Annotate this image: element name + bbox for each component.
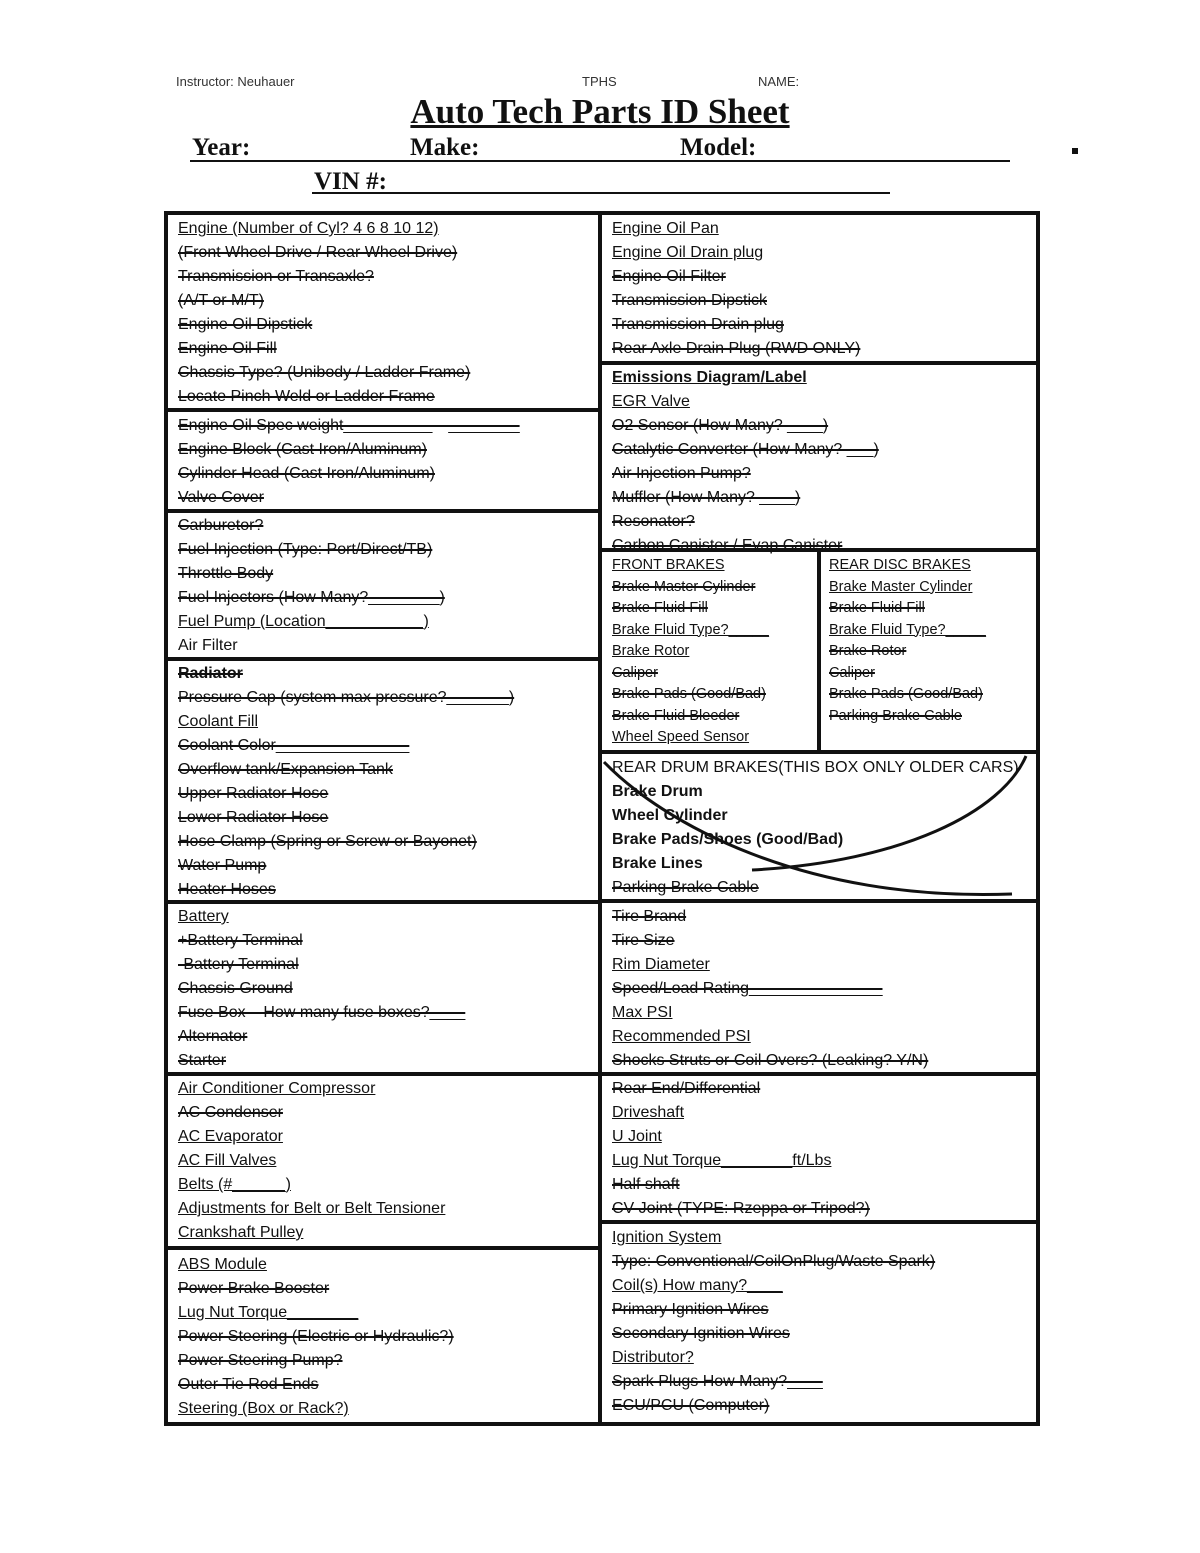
- grid-center-divider: [598, 211, 602, 1426]
- ac-condenser-item[interactable]: AC Condenser: [178, 1104, 283, 1121]
- school-label: TPHS: [582, 74, 617, 89]
- trans-dipstick-item[interactable]: Transmission Dipstick: [612, 292, 767, 309]
- ac-section: [178, 1077, 445, 1245]
- stray-dot: [1072, 148, 1078, 154]
- year-label: Year:: [192, 134, 251, 161]
- differential-item[interactable]: Rear End/Differential: [612, 1080, 761, 1097]
- front-bleeder-item[interactable]: Brake Fluid Bleeder: [612, 707, 740, 724]
- air-pump-item[interactable]: Air Injection Pump?: [612, 465, 751, 482]
- brake-drum-item[interactable]: Brake Drum: [612, 783, 703, 800]
- primary-wires-item[interactable]: Primary Ignition Wires: [612, 1301, 769, 1318]
- rear-caliper-item[interactable]: Caliper: [829, 664, 875, 681]
- engine-item[interactable]: Engine (Number of Cyl? 4 6 8 10 12): [178, 220, 439, 237]
- make-label: Make:: [410, 134, 480, 161]
- alternator-item[interactable]: Alternator: [178, 1028, 248, 1045]
- power-steering-item[interactable]: Power Steering (Electric or Hydraulic?): [178, 1328, 454, 1345]
- brakes-divider: [817, 550, 821, 752]
- engine-section: [178, 217, 470, 409]
- rear-drum-section: [612, 756, 1019, 900]
- tie-rod-item[interactable]: Outer Tie Rod Ends: [178, 1376, 319, 1393]
- ac-fill-valves-item[interactable]: AC Fill Valves: [178, 1152, 277, 1169]
- page-title: Auto Tech Parts ID Sheet: [410, 92, 790, 131]
- speed-rating-item[interactable]: Speed/Load Rating_______________: [612, 980, 883, 997]
- front-rotor-item[interactable]: Brake Rotor: [612, 643, 690, 659]
- cooling-section: [178, 662, 514, 902]
- front-caliper-item[interactable]: Caliper: [612, 664, 658, 681]
- rear-pads-item[interactable]: Brake Pads (Good/Bad): [829, 686, 983, 702]
- distributor-item[interactable]: Distributor?: [612, 1349, 694, 1366]
- spark-plugs-item[interactable]: Spark Plugs How Many?____: [612, 1373, 823, 1390]
- tire-size-item[interactable]: Tire Size: [612, 932, 675, 949]
- trans-drain-item[interactable]: Transmission Drain plug: [612, 316, 784, 333]
- pinch-weld-item[interactable]: Locate Pinch Weld or Ladder Frame: [178, 388, 435, 405]
- engine-spec-section: [178, 414, 520, 510]
- half-shaft-item[interactable]: Half shaft: [612, 1176, 680, 1193]
- oil-filter-item[interactable]: Engine Oil Filter: [612, 268, 726, 285]
- brake-lines-item[interactable]: Brake Lines: [612, 855, 703, 872]
- radiator-item[interactable]: Radiator: [178, 665, 243, 682]
- emissions-label-item[interactable]: Emissions Diagram/Label: [612, 369, 807, 386]
- electrical-section: [178, 905, 465, 1073]
- name-label: NAME:: [758, 74, 800, 89]
- oil-spec-item[interactable]: Engine Oil Spec weight__________---________: [178, 417, 520, 434]
- coils-item[interactable]: Coil(s) How many?____: [612, 1277, 783, 1294]
- coolant-fill-item[interactable]: Coolant Fill: [178, 713, 259, 730]
- drive-type-item[interactable]: (Front Wheel Drive / Rear Wheel Drive): [178, 244, 458, 261]
- left-sep: [164, 1246, 600, 1250]
- air-filter-item[interactable]: Air Filter: [178, 637, 238, 654]
- tire-brand-item[interactable]: Tire Brand: [612, 908, 687, 925]
- carburetor-item[interactable]: Carburetor?: [178, 517, 264, 534]
- battery-item[interactable]: Battery: [178, 908, 229, 925]
- vin-label: VIN #:: [314, 168, 387, 195]
- oil-dipstick-item[interactable]: Engine Oil Dipstick: [178, 316, 313, 333]
- ignition-section: [612, 1226, 935, 1418]
- drum-pads-item[interactable]: Brake Pads/Shoes (Good/Bad): [612, 831, 844, 848]
- front-brakes-heading: FRONT BRAKES: [612, 557, 725, 573]
- parking-cable-disc-item[interactable]: Parking Brake Cable: [829, 707, 962, 724]
- ac-evaporator-item[interactable]: AC Evaporator: [178, 1128, 283, 1145]
- lug-torque-right-item[interactable]: Lug Nut Torque________ft/Lbs: [612, 1152, 832, 1169]
- fuse-box-item[interactable]: Fuse Box – How many fuse boxes?____: [178, 1004, 466, 1021]
- recommended-psi-item[interactable]: Recommended PSI: [612, 1028, 751, 1045]
- lug-nut-torque-item[interactable]: Lug Nut Torque________: [178, 1304, 359, 1321]
- transmission-item[interactable]: Transmission or Transaxle?: [178, 268, 374, 285]
- hose-clamp-item[interactable]: Hose Clamp (Spring or Screw or Bayonet): [178, 833, 477, 850]
- vin-line[interactable]: [312, 192, 890, 194]
- valve-cover-item[interactable]: Valve Cover: [178, 489, 264, 506]
- fuel-pump-item[interactable]: Fuel Pump (Location___________): [178, 613, 429, 630]
- max-psi-item[interactable]: Max PSI: [612, 1004, 673, 1021]
- coolant-color-item[interactable]: Coolant Color_______________: [178, 737, 410, 754]
- overflow-tank-item[interactable]: Overflow tank/Expansion Tank: [178, 761, 393, 778]
- wheel-speed-item[interactable]: Wheel Speed Sensor: [612, 729, 750, 745]
- ps-pump-item[interactable]: Power Steering Pump?: [178, 1352, 343, 1369]
- pos-terminal-item[interactable]: +Battery Terminal: [178, 932, 303, 949]
- starter-item[interactable]: Starter: [178, 1052, 227, 1069]
- rear-disc-section: [829, 555, 986, 727]
- emissions-section: [612, 366, 879, 558]
- year-make-model-line[interactable]: [190, 160, 1010, 162]
- water-pump-item[interactable]: Water Pump: [178, 857, 267, 874]
- ignition-system-item[interactable]: Ignition System: [612, 1229, 722, 1246]
- crank-pulley-item[interactable]: Crankshaft Pulley: [178, 1224, 304, 1241]
- neg-terminal-item[interactable]: -Battery Terminal: [178, 956, 299, 973]
- at-mt-item[interactable]: (A/T or M/T): [178, 292, 264, 309]
- oil-pan-section: [612, 217, 860, 361]
- wheel-cylinder-item[interactable]: Wheel Cylinder: [612, 807, 728, 824]
- cv-joint-item[interactable]: CV Joint (TYPE: Rzeppa or Tripod?): [612, 1200, 870, 1217]
- oil-pan-item[interactable]: Engine Oil Pan: [612, 220, 719, 237]
- egr-item[interactable]: EGR Valve: [612, 393, 690, 410]
- u-joint-item[interactable]: U Joint: [612, 1128, 662, 1145]
- oil-fill-item[interactable]: Engine Oil Fill: [178, 340, 277, 357]
- front-fluid-fill-item[interactable]: Brake Fluid Fill: [612, 600, 708, 616]
- belt-tensioner-item[interactable]: Adjustments for Belt or Belt Tensioner: [178, 1200, 446, 1217]
- heater-hoses-item[interactable]: Heater Hoses: [178, 881, 276, 898]
- front-pads-item[interactable]: Brake Pads (Good/Bad): [612, 686, 766, 702]
- muffler-item[interactable]: Muffler (How Many? ____): [612, 489, 801, 506]
- secondary-wires-item[interactable]: Secondary Ignition Wires: [612, 1325, 790, 1342]
- fuel-injection-item[interactable]: Fuel Injection (Type: Port/Direct/TB): [178, 541, 433, 558]
- parking-cable-drum-item[interactable]: Parking Brake Cable: [612, 879, 759, 896]
- o2-sensor-item[interactable]: O2 Sensor (How Many? ____): [612, 417, 829, 434]
- driveshaft-item[interactable]: Driveshaft: [612, 1104, 685, 1121]
- front-master-cyl-item[interactable]: Brake Master Cylinder: [612, 578, 756, 595]
- fuel-injectors-item[interactable]: Fuel Injectors (How Many?________): [178, 589, 445, 606]
- chassis-type-item[interactable]: Chassis Type? (Unibody / Ladder Frame): [178, 364, 471, 381]
- resonator-item[interactable]: Resonator?: [612, 513, 695, 530]
- fuel-section: [178, 514, 445, 658]
- steering-section: [178, 1253, 454, 1421]
- rear-rotor-item[interactable]: Brake Rotor: [829, 643, 907, 659]
- shocks-struts-item[interactable]: Shocks Struts or Coil Overs? (Leaking? Y/N): [612, 1052, 929, 1069]
- throttle-body-item[interactable]: Throttle Body: [178, 565, 274, 582]
- upper-hose-item[interactable]: Upper Radiator Hose: [178, 785, 329, 802]
- lower-hose-item[interactable]: Lower Radiator Hose: [178, 809, 329, 826]
- rear-fluid-fill-item[interactable]: Brake Fluid Fill: [829, 600, 925, 616]
- evap-canister-item[interactable]: Carbon Canister / Evap Canister: [612, 537, 843, 554]
- tires-section: [612, 905, 928, 1073]
- front-fluid-type-item[interactable]: Brake Fluid Type?_____: [612, 621, 769, 638]
- brake-booster-item[interactable]: Power Brake Booster: [178, 1280, 330, 1297]
- instructor-label: Instructor: Neuhauer: [176, 74, 295, 89]
- engine-block-item[interactable]: Engine Block (Cast Iron/Aluminum): [178, 441, 427, 458]
- abs-module-item[interactable]: ABS Module: [178, 1256, 267, 1273]
- right-sep: [600, 361, 1040, 365]
- rear-disc-heading: REAR DISC BRAKES: [829, 557, 971, 573]
- chassis-ground-item[interactable]: Chassis Ground: [178, 980, 293, 997]
- cat-converter-item[interactable]: Catalytic Converter (How Many? ___): [612, 441, 879, 458]
- rear-fluid-type-item[interactable]: Brake Fluid Type?_____: [829, 621, 986, 638]
- belts-item[interactable]: Belts (#______): [178, 1176, 291, 1193]
- rear-drum-heading: REAR DRUM BRAKES(THIS BOX ONLY OLDER CARS): [612, 759, 1019, 776]
- front-brakes-section: [612, 555, 769, 749]
- oil-drain-item[interactable]: Engine Oil Drain plug: [612, 244, 764, 261]
- pressure-cap-item[interactable]: Pressure Cap (system max pressure?_______): [178, 689, 515, 706]
- ac-compressor-item[interactable]: Air Conditioner Compressor: [178, 1080, 376, 1097]
- ignition-type-item[interactable]: Type: Conventional/CoilOnPlug/Waste Spark): [612, 1253, 936, 1270]
- ecu-item[interactable]: ECU/PCU (Computer): [612, 1397, 770, 1414]
- rim-diameter-item[interactable]: Rim Diameter: [612, 956, 710, 973]
- steering-box-item[interactable]: Steering (Box or Rack?): [178, 1400, 349, 1417]
- rear-master-cyl-item[interactable]: Brake Master Cylinder: [829, 578, 973, 595]
- driveline-section: [612, 1077, 870, 1221]
- cylinder-head-item[interactable]: Cylinder Head (Cast Iron/Aluminum): [178, 465, 435, 482]
- model-label: Model:: [680, 134, 757, 161]
- rear-axle-drain-item[interactable]: Rear Axle Drain Plug (RWD ONLY): [612, 340, 861, 357]
